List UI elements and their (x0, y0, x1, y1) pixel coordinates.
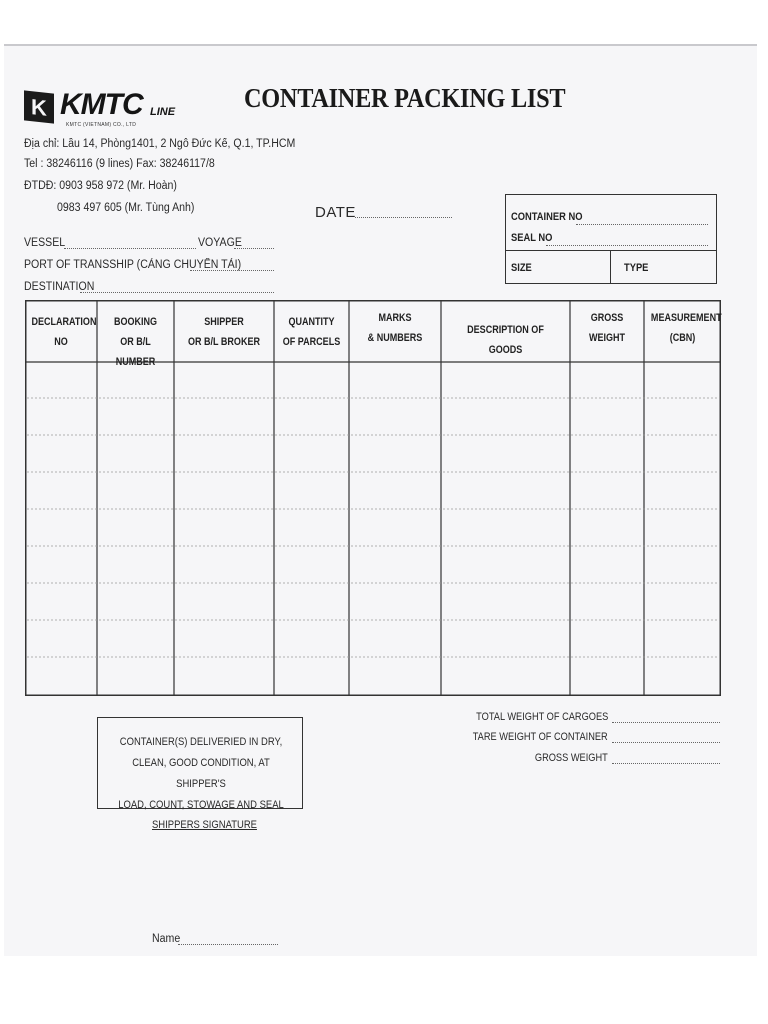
delivery-condition-box (97, 717, 303, 809)
destination-field[interactable] (80, 292, 274, 293)
voyage-label: VOYAGE (198, 237, 242, 249)
container-no-field[interactable] (576, 224, 708, 225)
seal-no-field[interactable] (546, 245, 708, 246)
company-mobile-2: 0983 497 605 (Mr. Tùng Anh) (57, 202, 195, 214)
tare-weight-label: TARE WEIGHT OF CONTAINER (472, 731, 608, 743)
date-field[interactable] (355, 217, 452, 218)
shippers-signature-label: SHIPPERS SIGNATURE (152, 819, 257, 831)
name-label: Name (152, 933, 181, 945)
total-weight-label: TOTAL WEIGHT OF CARGOES (475, 711, 608, 723)
company-phone: Tel : 38246116 (9 lines) Fax: 38246117/8 (24, 158, 215, 170)
port-label: PORT OF TRANSSHIP (CẢNG CHUYỂN TẢI) (24, 259, 242, 271)
total-weight-field[interactable] (612, 722, 720, 723)
company-address: Địa chỉ: Lầu 14, Phòng1401, 2 Ngô Đức Kế, Q.1, TP.HCM (24, 138, 296, 150)
destination-label: DESTINATION (24, 281, 95, 293)
box-divider (506, 250, 716, 251)
port-field[interactable] (190, 270, 274, 271)
type-label[interactable]: TYPE (624, 262, 649, 274)
company-mobile-1: ĐTDĐ: 0903 958 972 (Mr. Hoàn) (24, 180, 177, 192)
top-margin (0, 0, 768, 44)
container-no-label: CONTAINER NO (511, 211, 583, 223)
date-label: DATE (315, 204, 356, 221)
container-info-box (505, 194, 717, 284)
box-divider (610, 250, 611, 284)
header-shipper: SHIPPER OR B/L BROKER (187, 316, 261, 348)
header-gross-weight: GROSS WEIGHT (588, 312, 626, 344)
voyage-field[interactable] (234, 248, 274, 249)
header-description: DESCRIPTION OF GOODS (467, 324, 544, 356)
logo-subtitle: KMTC (VIETNAM) CO., LTD (66, 122, 137, 128)
header-declaration: DECLARATION NO (31, 316, 97, 348)
size-label[interactable]: SIZE (511, 262, 532, 274)
header-measurement: MEASUREMENT (CBN) (650, 312, 722, 344)
tare-weight-field[interactable] (612, 742, 720, 743)
logo-wordmark: KMTC (60, 88, 143, 121)
gross-weight-label: GROSS WEIGHT (535, 752, 608, 764)
delivery-condition-text: CONTAINER(S) DELIVERIED IN DRY, CLEAN, GOOD CONDITION, AT SHIPPER'S LOAD, COUNT, STOWAGE AND SEAL (118, 736, 284, 811)
header-quantity: QUANTITY OF PARCELS (282, 316, 341, 348)
logo-suffix: LINE (150, 106, 176, 118)
vessel-label: VESSEL (24, 237, 66, 249)
document-title: CONTAINER PACKING LIST (244, 83, 566, 113)
flag-icon: K (24, 90, 54, 123)
header-marks: MARKS & NUMBERS (367, 312, 423, 344)
seal-no-label: SEAL NO (511, 232, 553, 244)
packing-table (25, 300, 721, 696)
bottom-margin (0, 956, 768, 1024)
name-field[interactable] (178, 944, 278, 945)
gross-weight-field[interactable] (612, 763, 720, 764)
vessel-field[interactable] (64, 248, 196, 249)
kmtc-logo (24, 88, 184, 130)
header-booking: BOOKING OR B/L NUMBER (113, 316, 158, 368)
